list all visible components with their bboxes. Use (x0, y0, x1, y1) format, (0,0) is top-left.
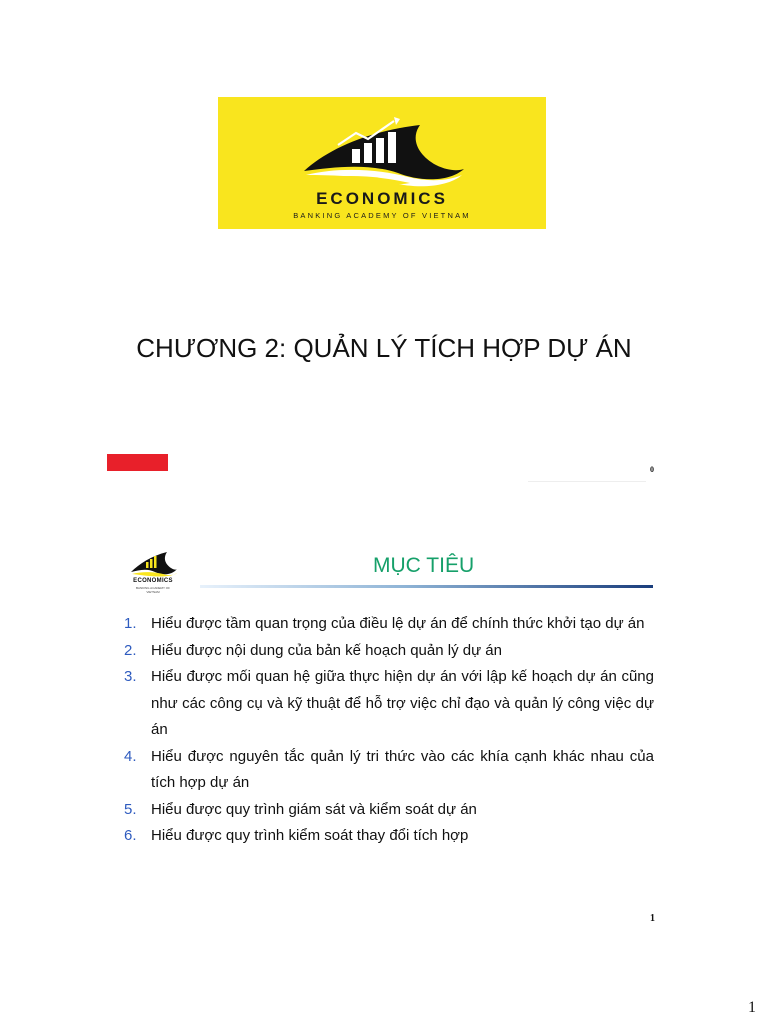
list-item-number: 4. (124, 747, 137, 765)
red-accent-bar (107, 454, 168, 471)
list-item (124, 823, 654, 850)
mini-logo-wordmark: ECONOMICS (133, 578, 173, 584)
list-item-text: Hiểu được nguyên tắc quản lý tri thức vào các khía cạnh khác nhau của tích hợp dự án (151, 747, 654, 791)
list-item (124, 611, 654, 638)
economics-logo-banner (218, 97, 546, 229)
list-item (124, 797, 654, 824)
list-item-number: 1. (124, 615, 137, 632)
mini-wave-chart-logo-icon (129, 546, 177, 578)
mini-economics-logo (129, 546, 177, 592)
list-item-number: 6. (124, 827, 137, 844)
chapter-title: CHƯƠNG 2: QUẢN LÝ TÍCH HỢP DỰ ÁN (136, 333, 632, 363)
logo-subtitle: BANKING ACADEMY OF VIETNAM (293, 211, 471, 220)
list-item-text: Hiểu được quy trình giám sát và kiểm soát dự án (151, 800, 477, 818)
page-number: 1 (748, 999, 756, 1016)
objectives-list (124, 611, 654, 850)
list-item-text: Hiểu được nội dung của bản kế hoạch quản lý dự án (151, 641, 502, 659)
title-gradient-rule (200, 585, 653, 588)
logo-wordmark: ECONOMICS (316, 189, 448, 208)
list-item (124, 744, 654, 797)
list-item (124, 638, 654, 665)
economics-wave-chart-logo-icon (298, 109, 466, 189)
list-item-text: Hiểu được quy trình kiểm soát thay đổi tích hợp (151, 827, 469, 844)
list-item (124, 664, 654, 744)
list-item-number: 2. (124, 641, 137, 659)
divider-line (528, 481, 646, 482)
section-title: MỤC TIÊU (373, 554, 475, 577)
mini-logo-subtitle: BANKING ACADEMY OF VIETNAM (136, 586, 170, 594)
slide-number-0: 0 (650, 465, 654, 474)
list-item-text: Hiểu được mối quan hệ giữa thực hiện dự án với lập kế hoạch dự án cũng như các công cụ và kỹ thuật để hỗ trợ việc chỉ đạo và quản lý công việc dự án (151, 668, 654, 738)
list-item-text: Hiểu được tầm quan trọng của điều lệ dự án để chính thức khởi tạo dự án (151, 615, 645, 632)
list-item-number: 5. (124, 800, 137, 818)
list-item-number: 3. (124, 668, 137, 685)
slide-number: 1 (650, 913, 655, 924)
